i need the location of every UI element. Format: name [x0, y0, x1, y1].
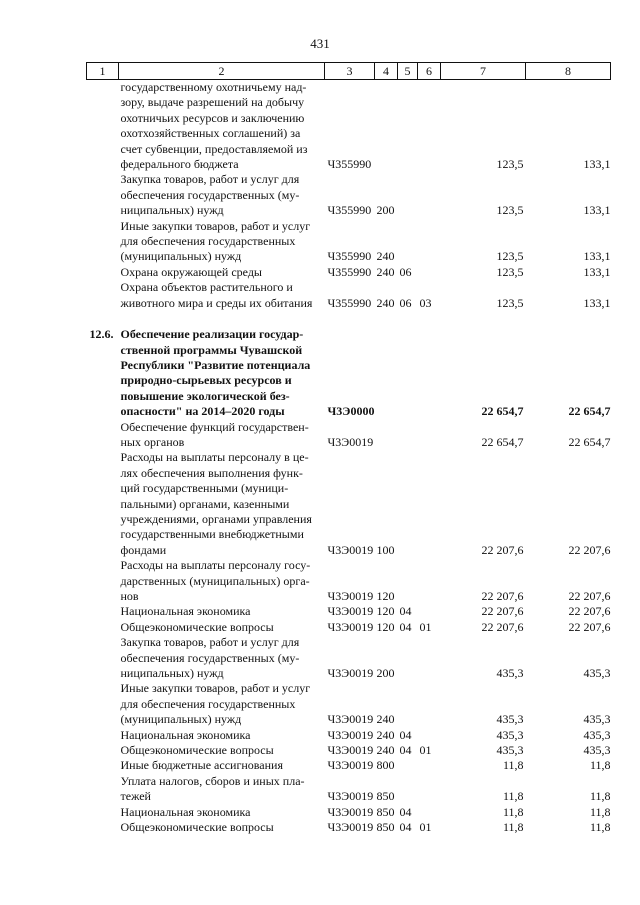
description-line: государственными внебюджетными [120, 527, 304, 542]
table-row [87, 758, 611, 773]
table-body [87, 80, 611, 836]
expense-type-code: 200 [376, 666, 395, 681]
table-row [87, 280, 611, 311]
section-code: 06 [399, 264, 412, 279]
section-number: 12.6. [89, 327, 114, 342]
target-article-code: Ч3Э0019 [327, 804, 374, 819]
expense-type-code: 850 [376, 804, 395, 819]
amount-col-7: 22 207,6 [481, 542, 524, 557]
target-article-code: Ч3Э0019 [327, 666, 374, 681]
amount-col-7: 435,3 [496, 712, 524, 727]
subsection-code [418, 420, 441, 451]
header-col-4: 4 [375, 63, 398, 80]
description-line: нов [120, 589, 139, 603]
section-code: 04 [399, 804, 412, 819]
description-line: ниципальных) нужд [120, 203, 224, 218]
subsection-code [418, 219, 441, 265]
row-description [119, 80, 325, 173]
table-row [87, 327, 611, 419]
subsection-code [418, 681, 441, 727]
description-line: ниципальных) нужд [120, 666, 224, 681]
target-article-code: Ч3Э0019 [327, 542, 374, 557]
row-description [119, 728, 325, 743]
section-code [398, 172, 418, 218]
amount-col-7: 11,8 [502, 789, 524, 804]
description-line: Национальная экономика [120, 727, 251, 742]
table-row [87, 635, 611, 681]
table-row [87, 805, 611, 820]
description-line: тежей [120, 789, 151, 804]
row-description [119, 620, 325, 635]
expense-type-code: 240 [376, 249, 395, 264]
section-number [87, 774, 119, 805]
description-line: животного мира и среды их обитания [120, 295, 313, 310]
table-header [87, 63, 611, 80]
target-article-code: Ч355990 [327, 295, 372, 310]
amount-col-7: 22 654,7 [481, 404, 524, 419]
row-description [119, 327, 325, 419]
amount-col-7: 22 207,6 [481, 589, 524, 603]
amount-col-8: 22 207,6 [568, 589, 611, 603]
description-line: учреждениями, органами управления [120, 511, 312, 526]
description-line: ственной программы Чувашской [120, 342, 303, 357]
row-description [119, 219, 325, 265]
expense-type-code: 120 [376, 589, 395, 603]
page-number: 431 [310, 36, 330, 51]
table-row [87, 620, 611, 635]
target-article-code: Ч355990 [327, 203, 372, 218]
table-row [87, 743, 611, 758]
row-description [119, 805, 325, 820]
expense-type-code [375, 420, 398, 451]
section-code [398, 450, 418, 558]
row-description [119, 681, 325, 727]
subsection-code [418, 558, 441, 604]
description-line: природно-сырьевых ресурсов и [120, 373, 292, 388]
description-line: Расходы на выплаты персоналу госу- [120, 558, 311, 573]
spacer-cell [87, 311, 611, 327]
section-number [87, 635, 119, 681]
table-row [87, 820, 611, 835]
section-number [87, 80, 119, 173]
section-code [398, 558, 418, 604]
description-line: фондами [120, 542, 167, 557]
description-line: для обеспечения государственных [120, 696, 296, 711]
row-description [119, 604, 325, 619]
amount-col-8: 22 207,6 [568, 542, 611, 557]
section-number [87, 420, 119, 451]
section-number [87, 450, 119, 558]
section-number [87, 743, 119, 758]
description-line: зору, выдаче разрешений на добычу [120, 95, 305, 110]
amount-col-8: 22 207,6 [568, 604, 611, 619]
description-line: (муниципальных) нужд [120, 712, 242, 727]
amount-col-8: 435,3 [583, 727, 611, 742]
description-line: охотничьих ресурсов и заключению [120, 110, 305, 125]
target-article-code: Ч3Э0019 [327, 758, 374, 773]
section-code [398, 327, 418, 419]
section-number [87, 681, 119, 727]
row-description [119, 743, 325, 758]
amount-col-7: 123,5 [496, 295, 524, 310]
header-col-3: 3 [325, 63, 375, 80]
target-article-code: Ч355990 [327, 249, 372, 264]
description-line: обеспечения государственных (му- [120, 187, 300, 202]
description-line: Охрана объектов растительного и [120, 280, 293, 295]
description-line: Иные закупки товаров, работ и услуг [120, 218, 311, 233]
section-code: 04 [399, 619, 412, 634]
target-article-code: Ч3Э0019 [327, 743, 374, 758]
description-line: повышение экологической без- [120, 388, 290, 403]
section-number [87, 280, 119, 311]
amount-col-7: 22 207,6 [481, 619, 524, 634]
description-line: ных органов [120, 434, 185, 449]
amount-col-7: 435,3 [496, 727, 524, 742]
section-code [398, 681, 418, 727]
amount-col-8: 133,1 [583, 157, 611, 172]
table-row [87, 604, 611, 619]
subsection-code [418, 728, 441, 743]
header-col-7: 7 [441, 63, 526, 80]
amount-col-8: 22 654,7 [568, 434, 611, 449]
amount-col-8: 22 654,7 [568, 404, 611, 419]
expense-type-code: 120 [376, 604, 395, 619]
expense-type-code: 240 [376, 727, 395, 742]
section-code: 06 [399, 295, 412, 310]
description-line: Расходы на выплаты персоналу в це- [120, 450, 309, 465]
description-line: Общеэкономические вопросы [120, 619, 274, 634]
section-code: 04 [399, 820, 412, 835]
amount-col-7: 11,8 [502, 758, 524, 773]
row-description [119, 820, 325, 835]
expense-type-code: 240 [376, 264, 395, 279]
amount-col-7: 11,8 [502, 820, 524, 835]
table-row [87, 728, 611, 743]
table-row [87, 681, 611, 727]
subsection-code [418, 327, 441, 419]
description-line: Республики "Развитие потенциала [120, 357, 311, 372]
section-number [87, 219, 119, 265]
subsection-code [418, 265, 441, 280]
amount-col-7: 11,8 [502, 804, 524, 819]
section-code [398, 635, 418, 681]
section-number [87, 558, 119, 604]
amount-col-8: 435,3 [583, 712, 611, 727]
amount-col-8: 133,1 [583, 295, 611, 310]
target-article-code: Ч3Э0019 [327, 712, 374, 727]
subsection-code [418, 604, 441, 619]
amount-col-8: 11,8 [589, 758, 611, 773]
amount-col-8: 133,1 [583, 203, 611, 218]
amount-col-8: 22 207,6 [568, 619, 611, 634]
section-number [87, 805, 119, 820]
row-description [119, 558, 325, 604]
section-number [87, 265, 119, 280]
row-description [119, 635, 325, 681]
subsection-code [418, 80, 441, 173]
section-number [87, 620, 119, 635]
amount-col-8: 133,1 [583, 264, 611, 279]
amount-col-8: 133,1 [583, 249, 611, 264]
expense-type-code [375, 327, 398, 419]
description-line: Национальная экономика [120, 804, 251, 819]
subsection-code [418, 774, 441, 805]
description-line: для обеспечения государственных [120, 234, 296, 249]
description-line: Закупка товаров, работ и услуг для [120, 635, 300, 650]
subsection-code: 01 [419, 619, 432, 634]
section-code: 04 [399, 743, 412, 758]
description-line: лях обеспечения выполнения функ- [120, 465, 303, 480]
expense-type-code: 240 [376, 743, 395, 758]
row-description [119, 280, 325, 311]
description-line: федерального бюджета [120, 157, 239, 172]
row-description [119, 450, 325, 558]
section-code [398, 80, 418, 173]
header-col-5: 5 [398, 63, 418, 80]
expense-type-code: 240 [376, 295, 395, 310]
description-line: Национальная экономика [120, 604, 251, 619]
expense-type-code: 850 [376, 820, 395, 835]
description-line: Общеэкономические вопросы [120, 743, 274, 758]
description-line: дарственных (муниципальных) орга- [120, 573, 310, 588]
description-line: Обеспечение реализации государ- [120, 327, 304, 342]
section-number [87, 728, 119, 743]
expense-type-code: 100 [376, 542, 395, 557]
table-row [87, 420, 611, 451]
amount-col-7: 123,5 [496, 157, 524, 172]
section-code [398, 219, 418, 265]
expense-type-code: 200 [376, 203, 395, 218]
amount-col-7: 435,3 [496, 666, 524, 681]
header-row [87, 63, 611, 80]
description-line: счет субвенции, предоставляемой из [120, 141, 308, 156]
target-article-code: Ч3Э0019 [327, 619, 374, 634]
description-line: опасности" на 2014–2020 годы [120, 404, 285, 419]
target-article-code: Ч3Э0000 [327, 404, 375, 419]
amount-col-8: 11,8 [589, 804, 611, 819]
amount-col-7: 123,5 [496, 264, 524, 279]
target-article-code: Ч3Э0019 [327, 434, 374, 449]
subsection-code: 01 [419, 743, 432, 758]
amount-col-8: 435,3 [583, 666, 611, 681]
row-description [119, 758, 325, 773]
amount-col-8: 11,8 [589, 820, 611, 835]
subsection-code [418, 635, 441, 681]
subsection-code [418, 805, 441, 820]
target-article-code: Ч3Э0019 [327, 789, 374, 804]
amount-col-7: 123,5 [496, 203, 524, 218]
target-article-code: Ч355990 [327, 264, 372, 279]
section-number [87, 820, 119, 835]
target-article-code: Ч3Э0019 [327, 820, 374, 835]
description-line: пальными) органами, казенными [120, 496, 290, 511]
amount-col-7: 123,5 [496, 249, 524, 264]
table-row [87, 450, 611, 558]
section-number [87, 172, 119, 218]
section-code [398, 758, 418, 773]
amount-col-8: 435,3 [583, 743, 611, 758]
amount-col-7: 22 207,6 [481, 604, 524, 619]
expense-type-code [375, 80, 398, 173]
amount-col-7: 435,3 [496, 743, 524, 758]
description-line: государственному охотничьему над- [120, 80, 307, 94]
section-number [87, 604, 119, 619]
description-line: Иные бюджетные ассигнования [120, 758, 283, 773]
expense-type-code: 240 [376, 712, 395, 727]
expense-type-code: 120 [376, 619, 395, 634]
subsection-code [418, 758, 441, 773]
amount-col-7: 22 654,7 [481, 434, 524, 449]
subsection-code [418, 172, 441, 218]
table-row [87, 774, 611, 805]
row-description [119, 172, 325, 218]
budget-table [86, 62, 611, 836]
description-line: Уплата налогов, сборов и иных пла- [120, 773, 305, 788]
subsection-code: 03 [419, 295, 432, 310]
section-number [87, 758, 119, 773]
target-article-code: Ч355990 [327, 157, 372, 172]
table-row [87, 558, 611, 604]
header-col-1: 1 [87, 63, 119, 80]
section-code: 04 [399, 727, 412, 742]
table-row [87, 219, 611, 265]
expense-type-code: 800 [376, 758, 395, 773]
row-description [119, 265, 325, 280]
description-line: Закупка товаров, работ и услуг для [120, 172, 300, 187]
description-line: Иные закупки товаров, работ и услуг [120, 681, 311, 696]
subsection-code [418, 450, 441, 558]
description-line: (муниципальных) нужд [120, 249, 242, 264]
target-article-code: Ч3Э0019 [327, 727, 374, 742]
description-line: охотхозяйственных соглашений) за [120, 126, 301, 141]
header-col-2: 2 [119, 63, 325, 80]
section-code [398, 420, 418, 451]
table-row [87, 265, 611, 280]
row-description [119, 774, 325, 805]
header-col-8: 8 [526, 63, 611, 80]
spacer-row [87, 311, 611, 327]
target-article-code: Ч3Э0019 [327, 604, 374, 619]
expense-type-code: 850 [376, 789, 395, 804]
section-code: 04 [399, 604, 412, 619]
description-line: Обеспечение функций государствен- [120, 419, 309, 434]
description-line: ций государственными (муници- [120, 481, 289, 496]
section-code [398, 774, 418, 805]
table-row [87, 172, 611, 218]
amount-col-8: 11,8 [589, 789, 611, 804]
row-description [119, 420, 325, 451]
header-col-6: 6 [418, 63, 441, 80]
subsection-code: 01 [419, 820, 432, 835]
description-line: Общеэкономические вопросы [120, 820, 274, 835]
table-row [87, 80, 611, 173]
target-article-code: Ч3Э0019 [327, 589, 374, 603]
description-line: обеспечения государственных (му- [120, 650, 300, 665]
description-line: Охрана окружающей среды [120, 264, 262, 279]
